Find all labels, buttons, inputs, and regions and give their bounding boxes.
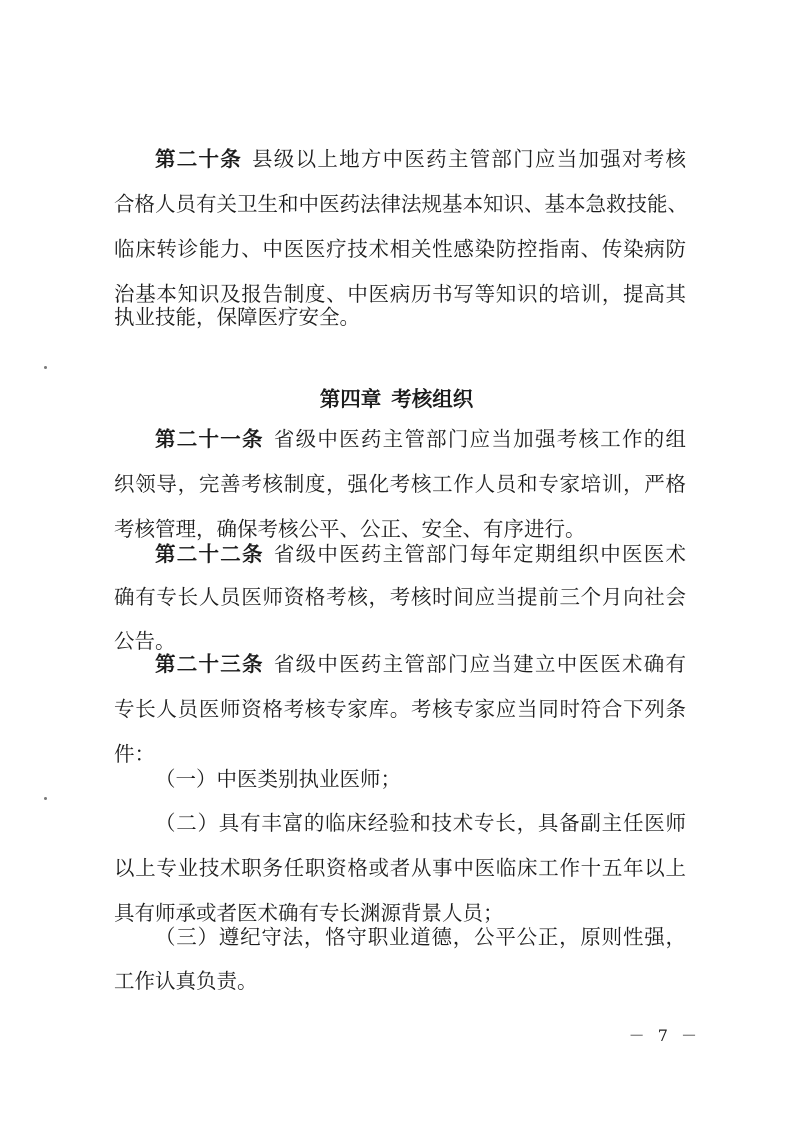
article-21-text: 省级中医药主管部门应当加强考核工作的组 [273,427,687,451]
condition-3-line-1: （三）遵纪守法，恪守职业道德，公平公正，原则性强， [155,925,686,949]
article-21-line-1 [155,419,686,459]
article-23-number: 第二十三条 [155,652,264,676]
condition-3-line-2: 工作认真负责。 [114,969,258,993]
article-20-line-1 [155,139,686,179]
scan-speck [44,366,47,369]
scan-speck [44,797,47,800]
article-22-line-1 [155,534,686,574]
article-23-text: 省级中医药主管部门应当建立中医医术确有 [273,652,687,676]
article-20-line-3: 临床转诊能力、中医医疗技术相关性感染防控指南、传染病防 [114,237,686,261]
chapter-heading [0,379,793,419]
article-22-line-3: 公告。 [114,629,176,653]
article-20-line-4: 治基本知识及报告制度、中医病历书写等知识的培训，提高其 [114,282,686,306]
condition-2-line-3: 具有师承或者医术确有专长渊源背景人员； [114,901,504,925]
article-21-number: 第二十一条 [155,427,264,451]
chapter-name: 考核组织 [391,387,474,411]
article-22-line-2: 确有专长人员医师资格考核，考核时间应当提前三个月向社会 [114,585,686,609]
article-21-line-2: 织领导，完善考核制度，强化考核工作人员和专家培训，严格 [114,472,686,496]
article-20-text: 县级以上地方中医药主管部门应当加强对考核 [252,147,687,171]
chapter-number: 第四章 [319,387,382,411]
article-20-number: 第二十条 [155,147,243,171]
article-21-line-3: 考核管理，确保考核公平、公正、安全、有序进行。 [114,517,586,541]
article-23-line-3: 件： [114,742,155,766]
article-23-line-1 [155,644,686,684]
condition-2-line-1: （二）具有丰富的临床经验和技术专长，具备副主任医师 [155,811,686,835]
condition-2-line-2: 以上专业技术职务任职资格或者从事中医临床工作十五年以上 [114,856,686,880]
article-22-number: 第二十二条 [155,542,264,566]
condition-1-line-1: （一）中医类别执业医师； [155,767,401,791]
article-20-line-5: 执业技能，保障医疗安全。 [114,305,360,329]
article-22-text: 省级中医药主管部门每年定期组织中医医术 [273,542,687,566]
page-number: － 7 － [628,1026,701,1045]
article-23-line-2: 专长人员医师资格考核专家库。考核专家应当同时符合下列条 [114,697,686,721]
article-20-line-2: 合格人员有关卫生和中医药法律法规基本知识、基本急救技能、 [114,192,688,216]
